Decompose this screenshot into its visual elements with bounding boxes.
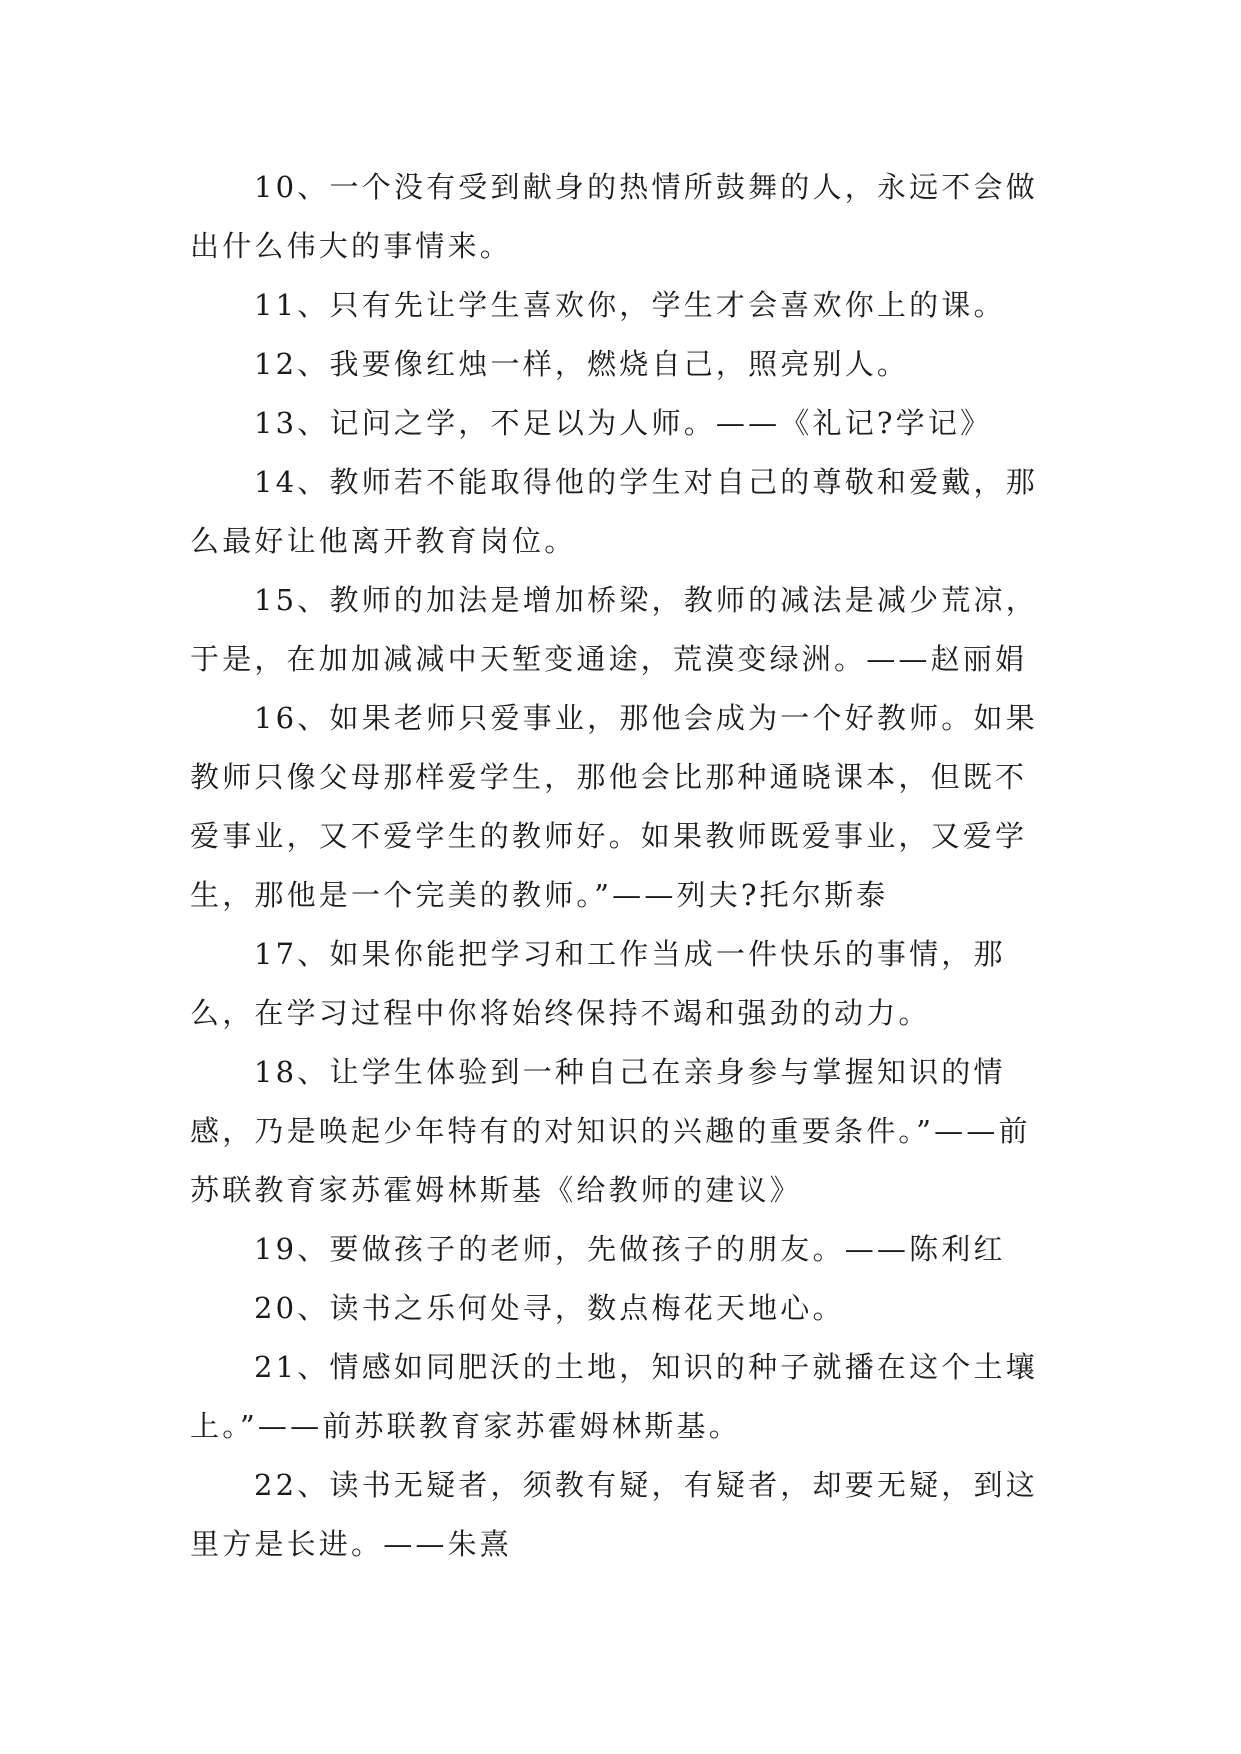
document-body [190,158,1052,1574]
quote-paragraph-12: 12、我要像红烛一样，燃烧自己，照亮别人。 [254,347,910,381]
quote-paragraph-19: 19、要做孩子的老师，先做孩子的朋友。——陈利红 [254,1232,1006,1266]
quote-paragraph-15: 15、教师的加法是增加桥梁，教师的减法是减少荒凉，于是，在加加减减中天堑变通途，荒漠变绿洲。——赵丽娟 [190,583,1038,676]
quote-paragraph-11: 11、只有先让学生喜欢你，学生才会喜欢你上的课。 [254,288,1006,322]
quote-paragraph-14: 14、教师若不能取得他的学生对自己的尊敬和爱戴，那么最好让他离开教育岗位。 [190,465,1038,558]
quote-paragraph-16: 16、如果老师只爱事业，那他会成为一个好教师。如果教师只像父母那样爱学生，那他会比那种通晓课本，但既不爱事业，又不爱学生的教师好。如果教师既爱事业，又爱学生，那他是一个完美的教师。”——列夫?托尔斯泰 [190,701,1038,912]
quote-paragraph-22: 22、读书无疑者，须教有疑，有疑者，却要无疑，到这里方是长进。——朱熹 [190,1468,1038,1561]
quote-paragraph-17: 17、如果你能把学习和工作当成一件快乐的事情，那么，在学习过程中你将始终保持不竭和强劲的动力。 [190,937,1006,1030]
quote-paragraph-21: 21、情感如同肥沃的土地，知识的种子就播在这个土壤上。”——前苏联教育家苏霍姆林斯基。 [190,1350,1038,1443]
quote-paragraph-13: 13、记问之学，不足以为人师。——《礼记?学记》 [254,406,993,440]
quote-paragraph-18: 18、让学生体验到一种自己在亲身参与掌握知识的情感，乃是唤起少年特有的对知识的兴趣的重要条件。”——前苏联教育家苏霍姆林斯基《给教师的建议》 [190,1055,1031,1207]
quote-paragraph-20: 20、读书之乐何处寻，数点梅花天地心。 [254,1291,845,1325]
quote-paragraph-10: 10、一个没有受到献身的热情所鼓舞的人，永远不会做出什么伟大的事情来。 [190,170,1038,263]
